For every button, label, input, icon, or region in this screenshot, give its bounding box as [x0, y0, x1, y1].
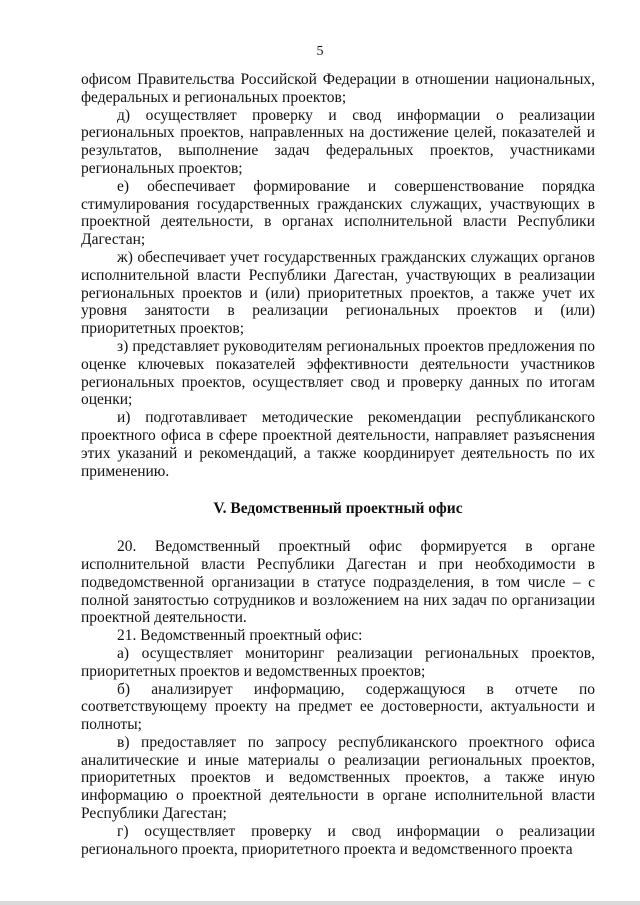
paragraph: г) осуществляет проверку и свод информации о реализации регионального проекта, приоритетного проекта и ведомственного проекта [81, 822, 595, 858]
section-heading: V. Ведомственный проектный офис [213, 500, 463, 518]
paragraph: з) представляет руководителям региональных проектов предложения по оценке ключевых показателей эффективности деятельности участников региональных проектов, осуществляет свод и проверку данных по итогам оценки; [81, 337, 595, 409]
scan-edge [0, 901, 640, 905]
paragraph: офисом Правительства Российской Федерации в отношении национальных, федеральных и региональных проектов; [81, 71, 595, 106]
paragraph: ж) обеспечивает учет государственных гражданских служащих органов исполнительной власти Республики Дагестан, участвующих в реализации региональных проектов и (или) приоритетных проектов, а также учет их уровня занятости в реализации региональных проектов и (или) приоритетных проектов; [81, 248, 595, 338]
paragraph: 21. Ведомственный проектный офис: [117, 627, 363, 645]
document-body [81, 71, 595, 858]
paragraph: а) осуществляет мониторинг реализации региональных проектов, приоритетных проектов и ведомственных проектов; [81, 644, 595, 680]
paragraph: и) подготавливает методические рекомендации республиканского проектного офиса в сфере проектной деятельности, направляет разъяснения этих указаний и рекомендаций, а также координирует деятельность по их применению. [81, 409, 595, 480]
paragraph: 20. Ведомственный проектный офис формируется в органе исполнительной власти Республики Дагестан и при необходимости в подведомственной организации в статусе подразделения, в том числе – с полной занятостью сотрудников и возложением на них задач по организации проектной деятельности. [81, 538, 595, 627]
paragraph: б) анализирует информацию, содержащуюся в отчете по соответствующему проекту на предмет ее достоверности, актуальности и полноты; [81, 680, 595, 734]
paragraph: е) обеспечивает формирование и совершенствование порядка стимулирования государственных гражданских служащих, участвующих в проектной деятельности, в органах исполнительной власти Республики Дагестан; [81, 177, 595, 249]
paragraph: д) осуществляет проверку и свод информации о реализации региональных проектов, направленных на достижение целей, показателей и результатов, выполнение задач федеральных проектов, участниками региональных проектов; [81, 106, 595, 177]
page-number: 5 [316, 44, 324, 59]
paragraph: в) предоставляет по запросу республиканского проектного офиса аналитические и иные материалы о реализации региональных проектов, приоритетных проектов и ведомственных проектов, а также иную информацию о проектной деятельности в органе исполнительной власти Республики Дагестан; [81, 733, 595, 823]
